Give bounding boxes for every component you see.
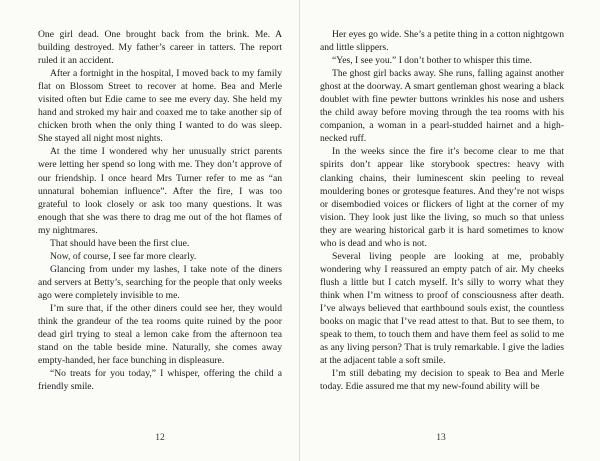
page-number: 12 [155, 433, 165, 443]
paragraph: Her eyes go wide. She’s a petite thing in a cotton nightgown and little slippers. [320, 29, 564, 54]
paragraph: After a fortnight in the hospital, I moved back to my family flat on Blossom Street to recover at home. Bea and Merle visited often but Edie came to see me every day. She held my hand and stroked my hair and coaxed me to take another sip of chicken broth when the only thing I wanted to do was sleep. She stayed all night most nights. [38, 68, 282, 145]
paragraph: That should have been the first clue. [50, 237, 190, 249]
paragraph: In the weeks since the fire it’s become clear to me that spirits don’t appear like storybook spectres: heavy with clanking chains, their luminescent skin peeling to reveal mouldering bones or grotesque features. And they’re not wisps or disembodied voices or flickers of light at the corner of my vision. They look just like the living, so much so that unless they are wearing historical garb it is hard sometimes to know who is dead and who is not. [320, 146, 564, 249]
paragraph: Now, of course, I see far more clearly. [50, 250, 197, 262]
paragraph: At the time I wondered why her unusually strict parents were letting her spend so long with me. They don’t approve of our friendship. I once heard Mrs Turner refer to me as “an unnatural bohemian influence”. After the fire, I was too grateful to look closely or ask too many questions. It was enough that she was there to drag me out of the hot flames of my nightmares. [38, 146, 282, 236]
left-page-text [38, 28, 282, 393]
paragraph: I’m sure that, if the other diners could see her, they would think the grandeur of the tea rooms quite ruined by the poor dead girl trying to steal a lemon cake from the afternoon tea stand on the table beside mine. Naturally, she comes away empty-handed, her face bunching in displeasure. [38, 302, 282, 367]
page-number: 13 [436, 433, 446, 443]
paragraph: The ghost girl backs away. She runs, falling against another ghost at the doorway. A smart gentleman ghost wearing a black doublet with fine pewter buttons wrinkles his nose and ushers the child away before moving through the tea rooms with his companion, a woman in a pearl-studded hairnet and a high-necked ruff. [320, 68, 564, 145]
right-page [300, 0, 600, 461]
right-page-text [320, 28, 564, 393]
paragraph: “Yes, I see you.” I don’t bother to whisper this time. [332, 55, 533, 67]
paragraph: I’m still debating my decision to speak to Bea and Merle today. Edie assured me that my new-found ability will be [320, 368, 564, 393]
paragraph: Several living people are looking at me, probably wondering why I reassured an empty patch of air. My cheeks flush a little but I catch myself. It’s silly to worry what they think when I’m witness to proof of consciousness after death. I’ve always believed that earthbound souls exist, the countless books on magic that I’ve read attest to that. But to see them, to speak to them, to touch them and have them feel as solid to me as any living person? That is truly remarkable. I give the ladies at the adjacent table a soft smile. [320, 250, 564, 367]
paragraph: One girl dead. One brought back from the brink. Me. A building destroyed. My father’s career in tatters. The report ruled it an accident. [38, 29, 282, 67]
paragraph: Glancing from under my lashes, I take note of the diners and servers at Betty’s, searching for the people that only weeks ago were completely invisible to me. [38, 263, 282, 301]
paragraph: “No treats for you today,” I whisper, offering the child a friendly smile. [38, 368, 282, 393]
